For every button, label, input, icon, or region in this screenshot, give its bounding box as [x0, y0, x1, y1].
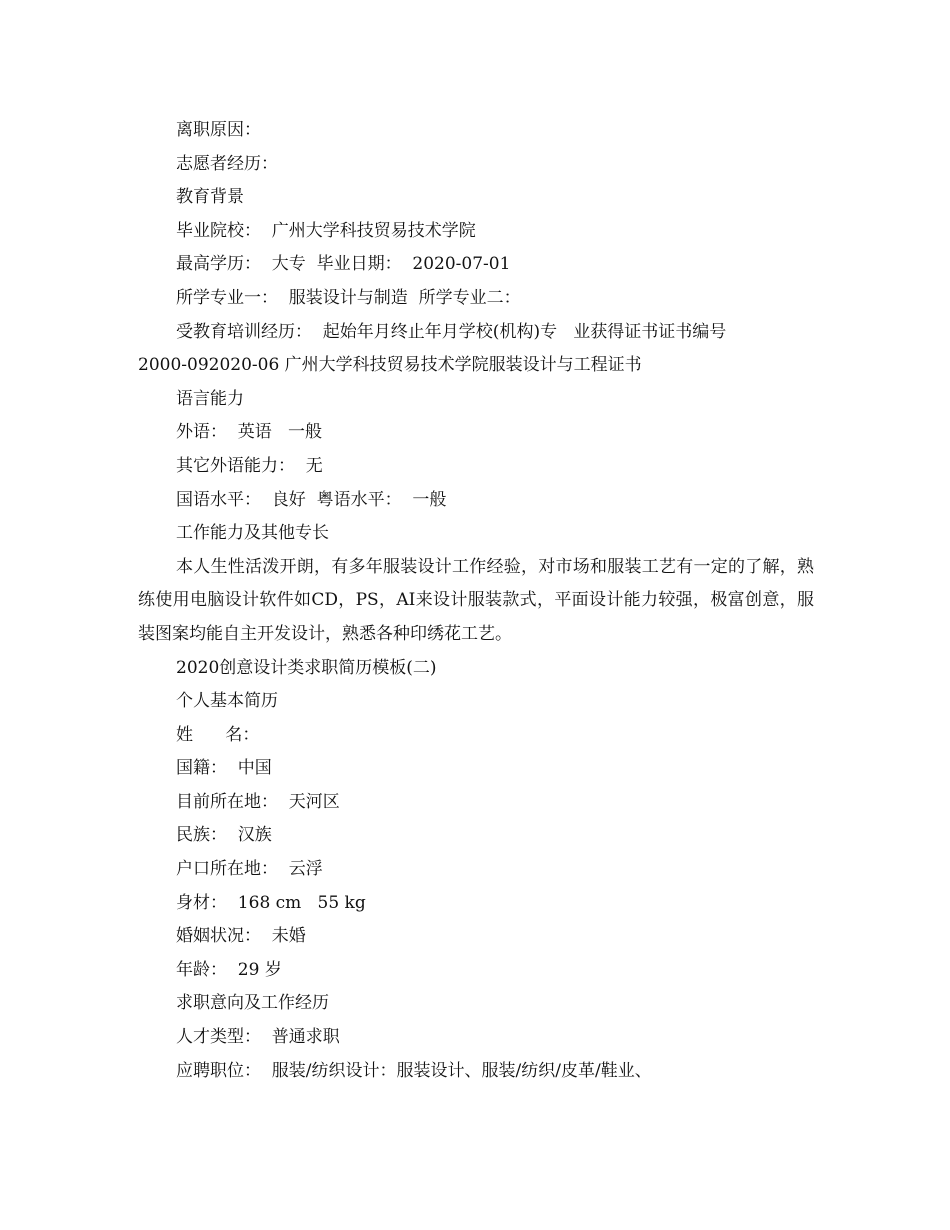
skills-paragraph: 本人生性活泼开朗，有多年服装设计工作经验，对市场和服装工艺有一定的了解，熟练使用电脑设计软件如CD，PS，AI来设计服装款式，平面设计能力较强，极富创意，服装图案均能自主开发设计，熟悉各种印绣花工艺。 — [138, 556, 814, 644]
household-registration-line: 户口所在地： 云浮 — [176, 859, 323, 880]
marital-status-line: 婚姻状况： 未婚 — [176, 926, 306, 947]
job-intention-heading: 求职意向及工作经历 — [176, 993, 329, 1014]
foreign-language-line: 外语： 英语 一般 — [176, 422, 323, 443]
skills-heading: 工作能力及其他专长 — [176, 523, 329, 544]
personal-basics-heading: 个人基本简历 — [176, 691, 278, 712]
mandarin-cantonese-line: 国语水平： 良好 粤语水平： 一般 — [176, 489, 447, 510]
age-line: 年龄： 29 岁 — [176, 959, 282, 980]
applied-position-line: 应聘职位： 服装/纺织设计：服装设计、服装/纺织/皮革/鞋业、 — [176, 1060, 652, 1081]
major-line: 所学专业一： 服装设计与制造 所学专业二： — [176, 287, 521, 308]
talent-type-line: 人才类型： 普通求职 — [176, 1027, 340, 1048]
volunteer-experience-line: 志愿者经历： — [176, 153, 278, 174]
current-location-line: 目前所在地： 天河区 — [176, 791, 340, 812]
highest-degree-line: 最高学历： 大专 毕业日期： 2020-07-01 — [176, 254, 511, 275]
document-body — [138, 114, 814, 1088]
physique-line: 身材： 168 cm 55 kg — [176, 892, 366, 913]
template-title-line: 2020创意设计类求职简历模板(二) — [176, 657, 437, 678]
name-line: 姓 名： — [176, 724, 260, 745]
resignation-reason-line: 离职原因： — [176, 120, 261, 140]
training-header-line: 受教育培训经历： 起始年月终止年月学校(机构)专 业获得证书证书编号 — [176, 321, 727, 342]
ethnicity-line: 民族： 汉族 — [176, 825, 272, 846]
training-detail-line: 2000-092020-06 广州大学科技贸易技术学院服装设计与工程证书 — [138, 355, 642, 376]
other-language-line: 其它外语能力： 无 — [176, 455, 323, 476]
education-heading: 教育背景 — [176, 187, 244, 208]
graduate-school-line: 毕业院校： 广州大学科技贸易技术学院 — [176, 220, 476, 241]
nationality-line: 国籍： 中国 — [176, 758, 272, 779]
language-heading: 语言能力 — [176, 388, 244, 409]
